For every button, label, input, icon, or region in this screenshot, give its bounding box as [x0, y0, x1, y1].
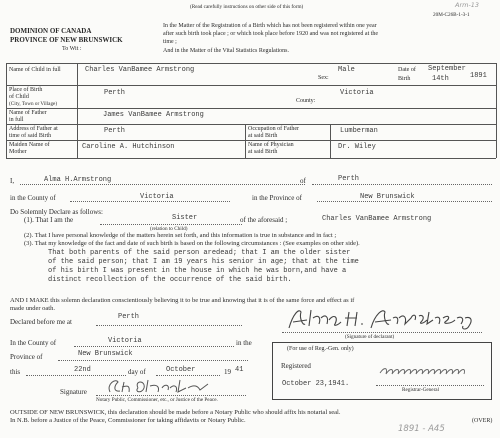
jurat-county-label: In the County of — [10, 339, 57, 347]
decl-p1-b: of the aforesaid ; — [240, 216, 288, 224]
commissioner-signature — [104, 376, 214, 398]
sex-value: Male — [338, 66, 355, 74]
jurat-declared: Declared before me at — [10, 318, 72, 326]
decl-county: Victoria — [140, 193, 174, 201]
decl-province: New Brunswick — [360, 193, 415, 201]
place-value: Perth — [104, 89, 126, 97]
father-value: James VanBamee Armstrong — [103, 111, 204, 119]
label-father-1: Name of Father — [9, 110, 47, 116]
occupation-value: Lumberman — [340, 127, 378, 135]
circumstance-line-1: That both parents of the said person aredead; that I am the older sister — [48, 249, 351, 257]
header-province: PROVINCE OF NEW BRUNSWICK — [10, 36, 123, 44]
declarant-caption: (Signature of declarant) — [345, 334, 395, 340]
decl-in-county-label: in the County of — [10, 194, 56, 202]
jurat-day-of: day of — [128, 368, 146, 376]
header-matter-2: after such birth took place ; or which took place before 1920 and was not registered at the — [163, 31, 379, 37]
jurat-this: this — [10, 368, 21, 376]
label-place-1: Place of Birth — [9, 87, 43, 93]
jurat-in-the: in the — [236, 339, 252, 347]
header-to-wit: To Wit : — [62, 46, 82, 52]
jurat-province: New Brunswick — [78, 350, 133, 358]
label-address-1: Address of Father at — [9, 126, 58, 132]
birth-year-value: 1891 — [470, 72, 487, 80]
label-sex: Sex: — [318, 75, 329, 81]
reg-registered-label: Registered — [281, 362, 311, 370]
decl-solemnly: Do Solemnly Declare as follows: — [10, 208, 103, 216]
circumstance-line-4: distinct recollection of the occurrence of the said birth. — [48, 276, 292, 284]
jurat-year-suffix: 41 — [235, 366, 244, 374]
decl-p3: (3). That my knowledge of the fact and date of such birth is based on the following circumstances : (See examples on other side). — [24, 240, 360, 247]
circumstance-line-3: of his birth I was present in the house in which he was born,and have a — [48, 267, 347, 275]
child-name-value: Charles VanBamee Armstrong — [85, 66, 195, 74]
jurat-place: Perth — [118, 313, 140, 321]
header-matter-1: In the Matter of the Registration of a Birth which has not been registered within one year — [163, 23, 377, 29]
reg-date: October 23,1941. — [282, 380, 350, 388]
declarant-signature — [285, 306, 485, 332]
birth-day-value: 14th — [432, 75, 449, 83]
address-value: Perth — [104, 127, 126, 135]
jurat-county: Victoria — [108, 337, 142, 345]
label-mother-2: Mother — [9, 149, 27, 155]
relation-value: Sister — [172, 214, 198, 222]
label-address-2: time of said Birth — [9, 133, 52, 139]
physician-value: Dr. Wiley — [338, 143, 376, 151]
label-mother-1: Maiden Name of — [9, 142, 50, 148]
footer-over: (OVER) — [472, 418, 493, 424]
decl-i: I, — [10, 177, 15, 185]
label-father-2: in full — [9, 117, 24, 123]
decl-in-province-label: in the Province of — [252, 194, 302, 202]
label-county: County: — [296, 98, 316, 104]
jurat-month: October — [166, 366, 196, 374]
label-physician-1: Name of Physician — [248, 142, 294, 148]
solemn-line-1: AND I MAKE this solemn declaration conscientiously believing it to be true and knowing that it is of the same force and effect as if — [10, 297, 355, 304]
pencil-note-bottom: 1891 - A45 — [398, 424, 445, 434]
circumstance-line-2: of the said person; that I am 19 years his senior in age; that at the time — [48, 258, 359, 266]
county-value: Victoria — [340, 89, 374, 97]
label-child-name: Name of Child in full — [9, 67, 61, 73]
reg-box-title: (For use of Reg.-Gen. only) — [287, 346, 354, 352]
mother-value: Caroline A. Hutchinson — [82, 143, 175, 151]
jurat-signature-label: Signature — [60, 388, 87, 396]
reg-caption: Registrar-General — [402, 387, 440, 393]
top-instruction: (Read carefully instructions on other side of this form) — [190, 4, 304, 10]
pencil-note-top: Arm-13 — [455, 1, 480, 9]
decl-child-name: Charles VanBamee Armstrong — [322, 215, 432, 223]
jurat-province-label: Province of — [10, 353, 43, 361]
header-matter-3: time ; — [163, 39, 177, 45]
solemn-line-2: made under oath. — [10, 305, 55, 312]
label-occupation-1: Occupation of Father — [248, 126, 299, 132]
declarant-name: Alma H.Armstrong — [44, 176, 112, 184]
label-occupation-2: at said Birth — [248, 133, 278, 139]
relation-note: (relation to Child) — [150, 226, 188, 232]
label-place-2: of Child — [9, 94, 29, 100]
jurat-signature-caption: Notary Public, Commissioner, etc., or Justice of the Peace. — [96, 397, 218, 403]
declarant-place: Perth — [338, 175, 360, 183]
label-place-3: (City, Town or Village) — [9, 101, 58, 107]
decl-of: of — [300, 177, 306, 185]
form-code: 20M-C26B-1-3-1 — [433, 12, 470, 18]
jurat-year-prefix: 19 — [224, 368, 231, 376]
header-matter-4: And in the Matter of the Vital Statistics Regulations. — [163, 48, 290, 54]
registrar-signature — [378, 364, 478, 378]
footer-line-1: OUTSIDE OF NEW BRUNSWICK, this declaration should be made before a Notary Public who should affix his notarial seal. — [10, 409, 341, 416]
birth-month-value: September — [428, 65, 466, 73]
footer-line-2: In N.B. before a Justice of the Peace, Commissioner for taking affidavits or Notary Public. — [10, 417, 246, 424]
label-date-of: Date of — [398, 67, 416, 73]
header-dominion: DOMINION OF CANADA — [10, 27, 92, 35]
label-physician-2: at said Birth — [248, 149, 278, 155]
decl-p2: (2). That I have personal knowledge of the matters herein set forth, and this information is true in substance and in fact ; — [24, 232, 337, 239]
decl-p1-a: (1). That I am the — [24, 216, 74, 224]
label-birth: Birth — [398, 76, 411, 82]
jurat-day: 22nd — [74, 366, 91, 374]
